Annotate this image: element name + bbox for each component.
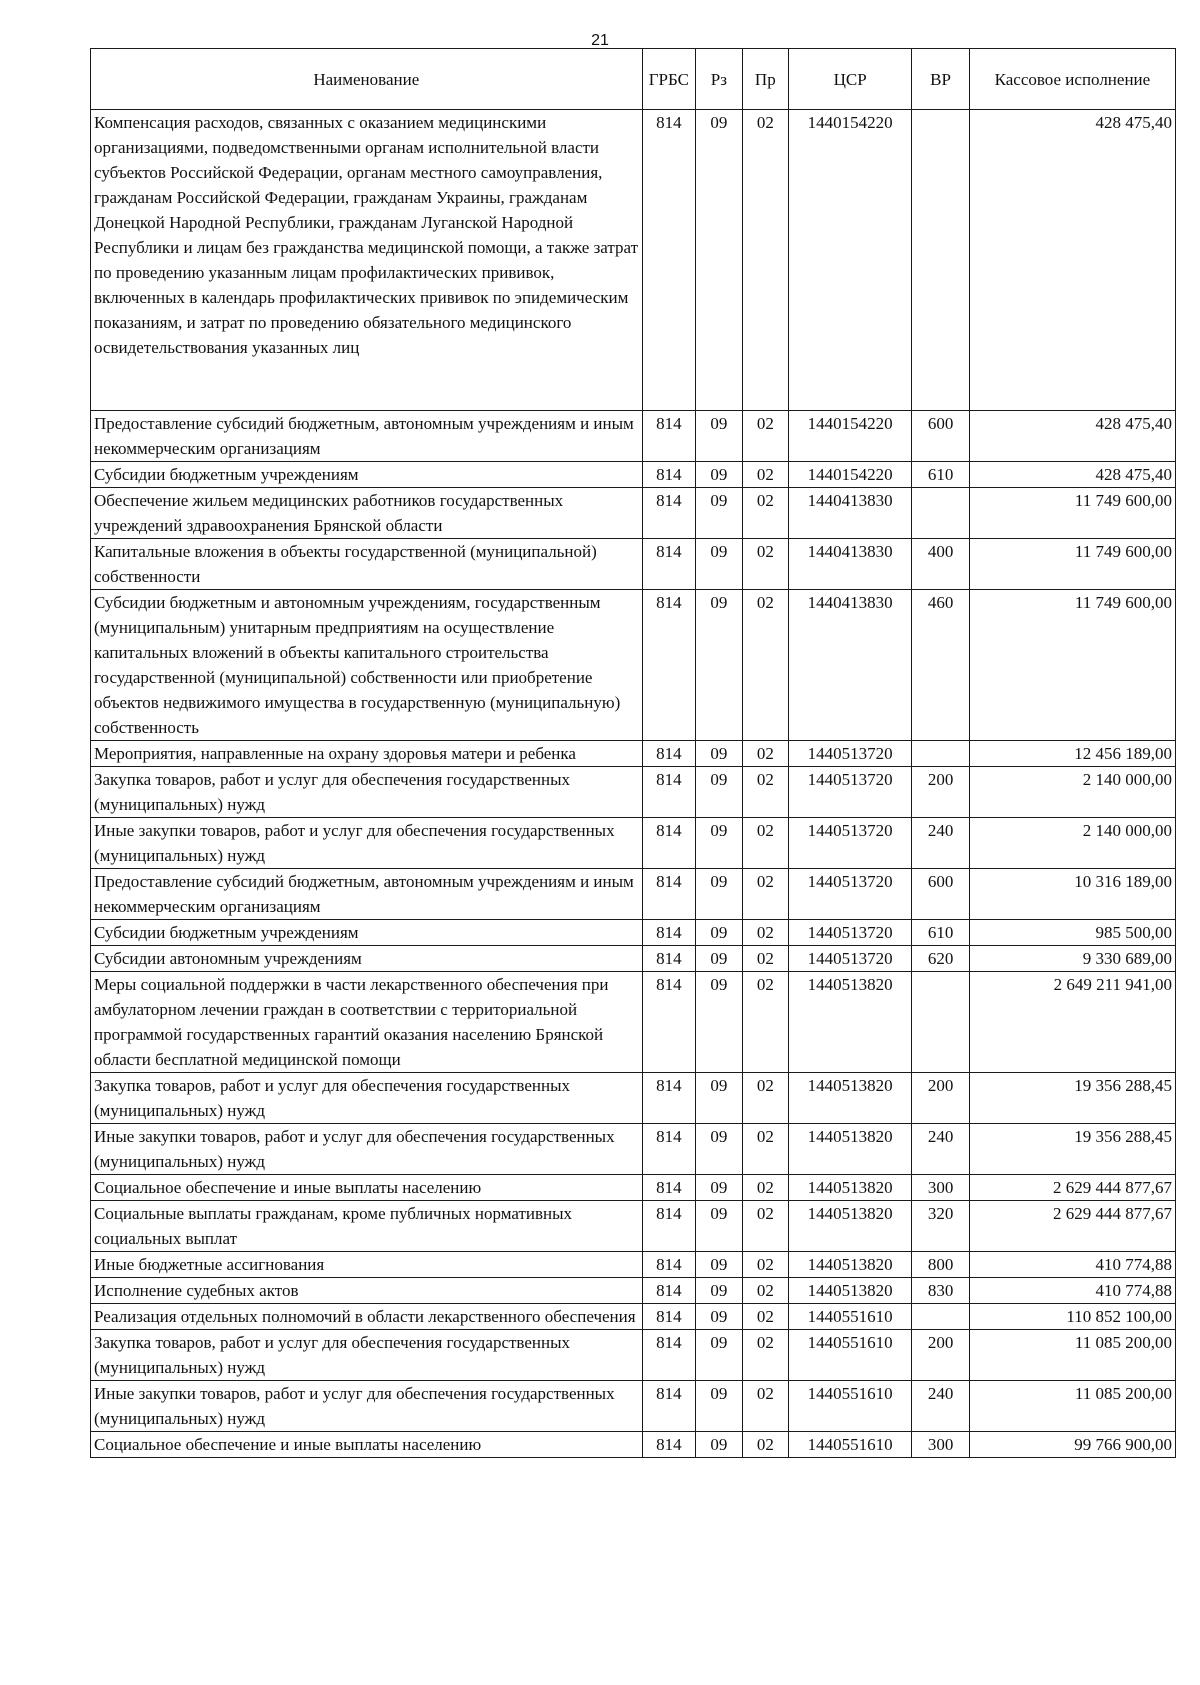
cell-pr: 02 [742, 767, 788, 818]
cell-pr: 02 [742, 972, 788, 1073]
cell-vr [912, 110, 970, 411]
cell-pr: 02 [742, 590, 788, 741]
cell-rz: 09 [696, 1252, 742, 1278]
cell-amount: 9 330 689,00 [969, 946, 1175, 972]
cell-csr: 1440154220 [789, 411, 912, 462]
cell-amount: 985 500,00 [969, 920, 1175, 946]
cell-grbs: 814 [642, 1073, 696, 1124]
cell-name: Предоставление субсидий бюджетным, автономным учреждениям и иным некоммерческим организациям [91, 411, 643, 462]
cell-csr: 1440513720 [789, 920, 912, 946]
header-vr: ВР [912, 49, 970, 110]
cell-grbs: 814 [642, 972, 696, 1073]
cell-vr: 300 [912, 1432, 970, 1458]
cell-rz: 09 [696, 411, 742, 462]
table-row [91, 972, 1176, 1073]
cell-rz: 09 [696, 462, 742, 488]
cell-csr: 1440154220 [789, 110, 912, 411]
table-row [91, 1073, 1176, 1124]
cell-vr: 600 [912, 411, 970, 462]
cell-vr: 610 [912, 920, 970, 946]
cell-name: Меры социальной поддержки в части лекарственного обеспечения при амбулаторном лечении граждан в соответствии с территориальной программой государственных гарантий оказания населению Брянской области бесплатной медицинской помощи [91, 972, 643, 1073]
cell-grbs: 814 [642, 1124, 696, 1175]
cell-amount: 11 085 200,00 [969, 1330, 1175, 1381]
cell-csr: 1440413830 [789, 488, 912, 539]
cell-amount: 428 475,40 [969, 110, 1175, 411]
cell-csr: 1440513720 [789, 869, 912, 920]
cell-pr: 02 [742, 539, 788, 590]
cell-vr: 200 [912, 1073, 970, 1124]
cell-pr: 02 [742, 1252, 788, 1278]
cell-rz: 09 [696, 946, 742, 972]
cell-vr: 200 [912, 1330, 970, 1381]
cell-rz: 09 [696, 972, 742, 1073]
cell-grbs: 814 [642, 1252, 696, 1278]
cell-rz: 09 [696, 1278, 742, 1304]
cell-name: Исполнение судебных актов [91, 1278, 643, 1304]
cell-name: Иные бюджетные ассигнования [91, 1252, 643, 1278]
cell-vr: 240 [912, 1381, 970, 1432]
cell-amount: 2 140 000,00 [969, 818, 1175, 869]
cell-csr: 1440413830 [789, 539, 912, 590]
cell-amount: 11 749 600,00 [969, 590, 1175, 741]
cell-amount: 110 852 100,00 [969, 1304, 1175, 1330]
cell-grbs: 814 [642, 818, 696, 869]
cell-pr: 02 [742, 1330, 788, 1381]
cell-grbs: 814 [642, 1201, 696, 1252]
cell-vr [912, 741, 970, 767]
cell-rz: 09 [696, 1175, 742, 1201]
cell-name: Компенсация расходов, связанных с оказанием медицинскими организациями, подведомственными органам исполнительной власти субъектов Российской Федерации, органам местного самоуправления, гражданам Российской Федерации, гражданам Украины, гражданам Донецкой Народной Республики, гражданам Луганской Народной Республики и лицам без гражданства медицинской помощи, а также затрат по проведению указанным лицам профилактических прививок, включенных в календарь профилактических прививок по эпидемическим показаниям, и затрат по проведению обязательного медицинского освидетельствования указанных лиц [91, 110, 643, 411]
cell-grbs: 814 [642, 1432, 696, 1458]
table-row [91, 539, 1176, 590]
cell-grbs: 814 [642, 590, 696, 741]
cell-name: Капитальные вложения в объекты государственной (муниципальной) собственности [91, 539, 643, 590]
cell-amount: 410 774,88 [969, 1278, 1175, 1304]
table-row [91, 767, 1176, 818]
cell-grbs: 814 [642, 1304, 696, 1330]
cell-csr: 1440154220 [789, 462, 912, 488]
cell-csr: 1440513720 [789, 818, 912, 869]
cell-grbs: 814 [642, 462, 696, 488]
cell-amount: 19 356 288,45 [969, 1124, 1175, 1175]
cell-grbs: 814 [642, 539, 696, 590]
cell-amount: 11 085 200,00 [969, 1381, 1175, 1432]
table-row [91, 1175, 1176, 1201]
cell-pr: 02 [742, 1073, 788, 1124]
cell-amount: 2 649 211 941,00 [969, 972, 1175, 1073]
cell-name: Закупка товаров, работ и услуг для обеспечения государственных (муниципальных) нужд [91, 767, 643, 818]
cell-grbs: 814 [642, 920, 696, 946]
table-row [91, 411, 1176, 462]
cell-grbs: 814 [642, 741, 696, 767]
cell-grbs: 814 [642, 1175, 696, 1201]
cell-rz: 09 [696, 920, 742, 946]
cell-pr: 02 [742, 1278, 788, 1304]
cell-rz: 09 [696, 1330, 742, 1381]
cell-name: Закупка товаров, работ и услуг для обеспечения государственных (муниципальных) нужд [91, 1330, 643, 1381]
cell-rz: 09 [696, 110, 742, 411]
cell-vr: 600 [912, 869, 970, 920]
cell-pr: 02 [742, 488, 788, 539]
cell-name: Иные закупки товаров, работ и услуг для обеспечения государственных (муниципальных) нужд [91, 1124, 643, 1175]
table-row [91, 1432, 1176, 1458]
cell-rz: 09 [696, 869, 742, 920]
cell-rz: 09 [696, 1432, 742, 1458]
table-body [91, 110, 1176, 1458]
cell-grbs: 814 [642, 869, 696, 920]
cell-pr: 02 [742, 741, 788, 767]
cell-csr: 1440513820 [789, 1278, 912, 1304]
cell-name: Предоставление субсидий бюджетным, автономным учреждениям и иным некоммерческим организациям [91, 869, 643, 920]
cell-name: Социальное обеспечение и иные выплаты населению [91, 1175, 643, 1201]
cell-grbs: 814 [642, 1381, 696, 1432]
cell-amount: 2 629 444 877,67 [969, 1175, 1175, 1201]
cell-rz: 09 [696, 1304, 742, 1330]
cell-name: Реализация отдельных полномочий в области лекарственного обеспечения [91, 1304, 643, 1330]
cell-vr: 830 [912, 1278, 970, 1304]
cell-amount: 428 475,40 [969, 462, 1175, 488]
cell-amount: 410 774,88 [969, 1252, 1175, 1278]
table-row [91, 590, 1176, 741]
page-number: 21 [591, 32, 609, 49]
cell-csr: 1440551610 [789, 1381, 912, 1432]
table-row [91, 1330, 1176, 1381]
cell-name: Социальное обеспечение и иные выплаты населению [91, 1432, 643, 1458]
cell-csr: 1440513720 [789, 946, 912, 972]
cell-csr: 1440551610 [789, 1304, 912, 1330]
table-row [91, 462, 1176, 488]
cell-csr: 1440513820 [789, 1252, 912, 1278]
cell-name: Субсидии бюджетным учреждениям [91, 920, 643, 946]
cell-csr: 1440513820 [789, 1201, 912, 1252]
cell-vr: 460 [912, 590, 970, 741]
cell-grbs: 814 [642, 488, 696, 539]
table-row [91, 1124, 1176, 1175]
cell-name: Закупка товаров, работ и услуг для обеспечения государственных (муниципальных) нужд [91, 1073, 643, 1124]
cell-csr: 1440513820 [789, 1073, 912, 1124]
cell-csr: 1440413830 [789, 590, 912, 741]
cell-pr: 02 [742, 818, 788, 869]
cell-csr: 1440513720 [789, 741, 912, 767]
cell-amount: 2 140 000,00 [969, 767, 1175, 818]
cell-csr: 1440513720 [789, 767, 912, 818]
cell-pr: 02 [742, 869, 788, 920]
header-amount: Кассовое исполнение [969, 49, 1175, 110]
table-row [91, 818, 1176, 869]
cell-vr: 240 [912, 1124, 970, 1175]
cell-csr: 1440551610 [789, 1330, 912, 1381]
cell-name: Иные закупки товаров, работ и услуг для обеспечения государственных (муниципальных) нужд [91, 818, 643, 869]
cell-name: Субсидии автономным учреждениям [91, 946, 643, 972]
cell-grbs: 814 [642, 1330, 696, 1381]
table-row [91, 920, 1176, 946]
cell-vr [912, 972, 970, 1073]
cell-grbs: 814 [642, 946, 696, 972]
cell-rz: 09 [696, 539, 742, 590]
cell-rz: 09 [696, 590, 742, 741]
table-row [91, 1278, 1176, 1304]
cell-rz: 09 [696, 1381, 742, 1432]
cell-pr: 02 [742, 1432, 788, 1458]
cell-pr: 02 [742, 1201, 788, 1252]
budget-execution-table [90, 48, 1176, 1458]
cell-vr [912, 1304, 970, 1330]
cell-amount: 19 356 288,45 [969, 1073, 1175, 1124]
table-row [91, 741, 1176, 767]
cell-amount: 11 749 600,00 [969, 488, 1175, 539]
cell-name: Субсидии бюджетным учреждениям [91, 462, 643, 488]
cell-csr: 1440513820 [789, 1175, 912, 1201]
cell-rz: 09 [696, 488, 742, 539]
cell-pr: 02 [742, 110, 788, 411]
table-row [91, 869, 1176, 920]
cell-rz: 09 [696, 1201, 742, 1252]
cell-name: Обеспечение жильем медицинских работников государственных учреждений здравоохранения Брянской области [91, 488, 643, 539]
table-header-row [91, 49, 1176, 110]
cell-rz: 09 [696, 818, 742, 869]
cell-name: Иные закупки товаров, работ и услуг для обеспечения государственных (муниципальных) нужд [91, 1381, 643, 1432]
cell-pr: 02 [742, 1381, 788, 1432]
cell-amount: 12 456 189,00 [969, 741, 1175, 767]
table-row [91, 946, 1176, 972]
cell-pr: 02 [742, 462, 788, 488]
cell-pr: 02 [742, 946, 788, 972]
cell-name: Социальные выплаты гражданам, кроме публичных нормативных социальных выплат [91, 1201, 643, 1252]
cell-grbs: 814 [642, 411, 696, 462]
cell-name: Субсидии бюджетным и автономным учреждениям, государственным (муниципальным) унитарным предприятиям на осуществление капитальных вложений в объекты капитального строительства государственной (муниципальной) собственности или приобретение объектов недвижимого имущества в государственную (муниципальную) собственность [91, 590, 643, 741]
cell-grbs: 814 [642, 110, 696, 411]
cell-amount: 10 316 189,00 [969, 869, 1175, 920]
table-row [91, 1201, 1176, 1252]
cell-vr: 320 [912, 1201, 970, 1252]
cell-vr: 200 [912, 767, 970, 818]
cell-grbs: 814 [642, 1278, 696, 1304]
cell-amount: 428 475,40 [969, 411, 1175, 462]
header-pr: Пр [742, 49, 788, 110]
table-row [91, 1381, 1176, 1432]
table-row [91, 1252, 1176, 1278]
cell-rz: 09 [696, 1073, 742, 1124]
cell-pr: 02 [742, 1175, 788, 1201]
cell-vr: 400 [912, 539, 970, 590]
cell-pr: 02 [742, 411, 788, 462]
cell-csr: 1440513820 [789, 1124, 912, 1175]
cell-amount: 99 766 900,00 [969, 1432, 1175, 1458]
cell-vr: 620 [912, 946, 970, 972]
cell-csr: 1440551610 [789, 1432, 912, 1458]
header-csr: ЦСР [789, 49, 912, 110]
table-row [91, 488, 1176, 539]
cell-vr: 800 [912, 1252, 970, 1278]
table-row [91, 110, 1176, 411]
cell-rz: 09 [696, 741, 742, 767]
cell-pr: 02 [742, 1304, 788, 1330]
cell-amount: 2 629 444 877,67 [969, 1201, 1175, 1252]
cell-vr: 610 [912, 462, 970, 488]
cell-name: Мероприятия, направленные на охрану здоровья матери и ребенка [91, 741, 643, 767]
header-rz: Рз [696, 49, 742, 110]
cell-vr: 300 [912, 1175, 970, 1201]
header-grbs: ГРБС [642, 49, 696, 110]
cell-vr: 240 [912, 818, 970, 869]
cell-pr: 02 [742, 920, 788, 946]
cell-vr [912, 488, 970, 539]
table-row [91, 1304, 1176, 1330]
cell-amount: 11 749 600,00 [969, 539, 1175, 590]
cell-csr: 1440513820 [789, 972, 912, 1073]
cell-grbs: 814 [642, 767, 696, 818]
cell-pr: 02 [742, 1124, 788, 1175]
header-name: Наименование [91, 49, 643, 110]
cell-rz: 09 [696, 767, 742, 818]
cell-rz: 09 [696, 1124, 742, 1175]
